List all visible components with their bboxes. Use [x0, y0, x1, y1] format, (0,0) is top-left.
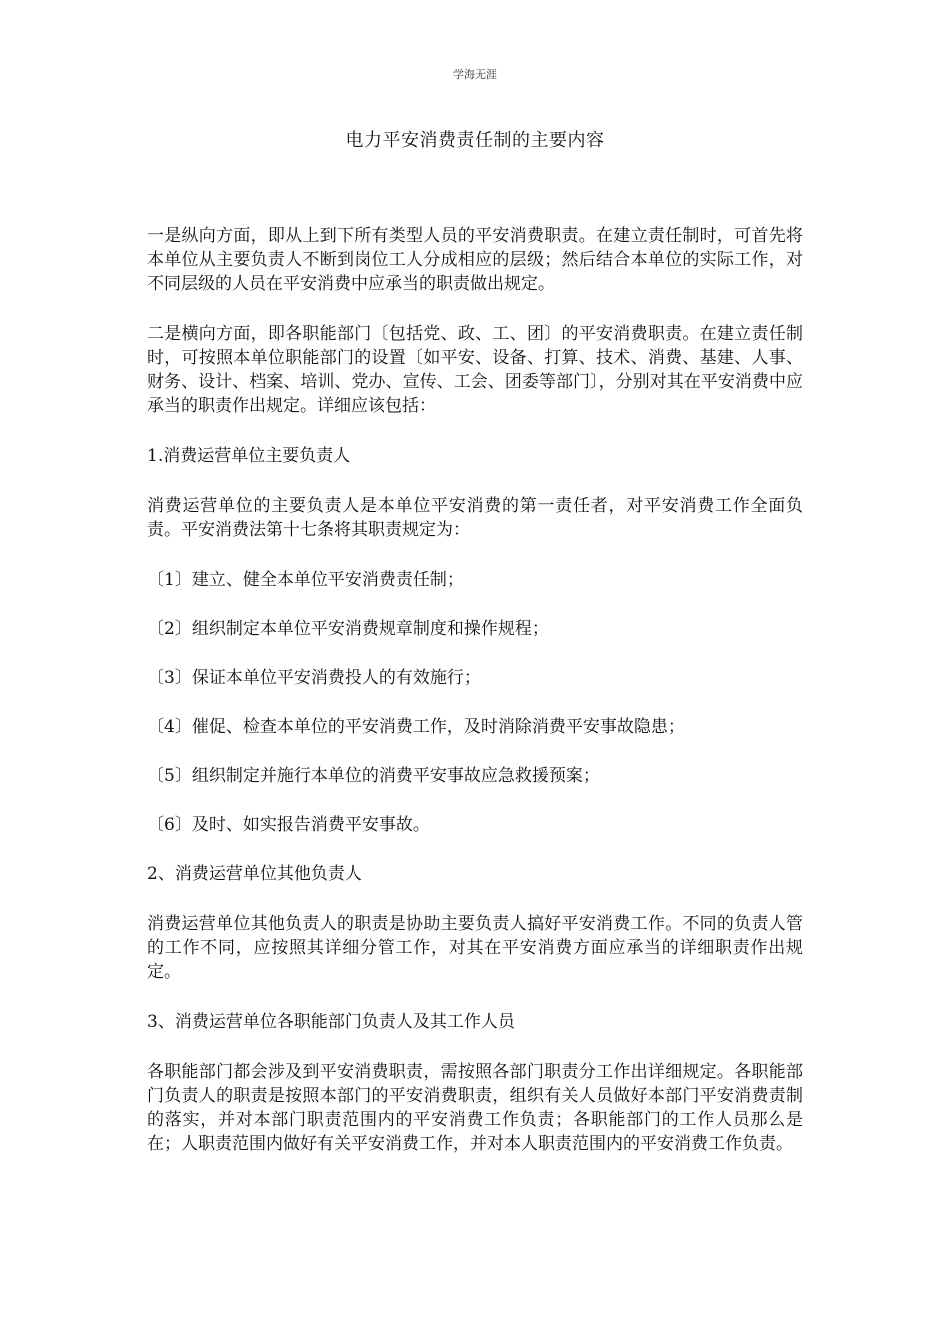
section-heading-other-leaders: 2、消费运营单位其他负责人	[147, 864, 362, 884]
page-header: 学海无涯	[453, 68, 497, 81]
section-heading-main-leader: 1.消费运营单位主要负责人	[147, 446, 351, 466]
paragraph-main-leader-duties: 消费运营单位的主要负责人是本单位平安消费的第一责任者，对平安消费工作全面负责。平安消费法第十七条将其职责规定为：	[147, 496, 803, 540]
paragraph-vertical-duties: 一是纵向方面，即从上到下所有类型人员的平安消费职责。在建立责任制时，可首先将本单位从主要负责人不断到岗位工人分成相应的层级；然后结合本单位的实际工作，对不同层级的人员在平安消费中应承当的职责做出规定。	[147, 226, 803, 294]
list-item-2: 〔2〕组织制定本单位平安消费规章制度和操作规程；	[147, 619, 549, 639]
paragraph-departments-duties: 各职能部门都会涉及到平安消费职责，需按照各部门职责分工作出详细规定。各职能部门负责人的职责是按照本部门的平安消费职责，组织有关人员做好本部门平安消费责制的落实，并对本部门职责范围内的平安消费工作负责；各职能部门的工作人员那么是在；人职责范围内做好有关平安消费工作，并对本人职责范围内的平安消费工作负责。	[147, 1062, 803, 1154]
list-item-3: 〔3〕保证本单位平安消费投人的有效施行；	[147, 668, 481, 688]
list-item-5: 〔5〕组织制定并施行本单位的消费平安事故应急救援预案；	[147, 766, 600, 786]
paragraph-other-leaders-duties: 消费运营单位其他负责人的职责是协助主要负责人搞好平安消费工作。不同的负责人管的工作不同，应按照其详细分管工作，对其在平安消费方面应承当的详细职责作出规定。	[147, 914, 803, 982]
section-heading-departments: 3、消费运营单位各职能部门负责人及其工作人员	[147, 1012, 515, 1032]
list-item-4: 〔4〕催促、检查本单位的平安消费工作，及时消除消费平安事故隐患；	[147, 717, 685, 737]
document-title: 电力平安消费责任制的主要内容	[345, 130, 605, 151]
list-item-1: 〔1〕建立、健全本单位平安消费责任制；	[147, 570, 464, 590]
list-item-6: 〔6〕及时、如实报告消费平安事故。	[147, 815, 430, 835]
document-body	[147, 224, 803, 1182]
paragraph-horizontal-duties: 二是横向方面，即各职能部门〔包括党、政、工、团〕的平安消费职责。在建立责任制时，可按照本单位职能部门的设置〔如平安、设备、打算、技术、消费、基建、人事、财务、设计、档案、培训、党办、宣传、工会、团委等部门〕，分别对其在平安消费中应承当的职责作出规定。详细应该包括：	[147, 324, 803, 416]
